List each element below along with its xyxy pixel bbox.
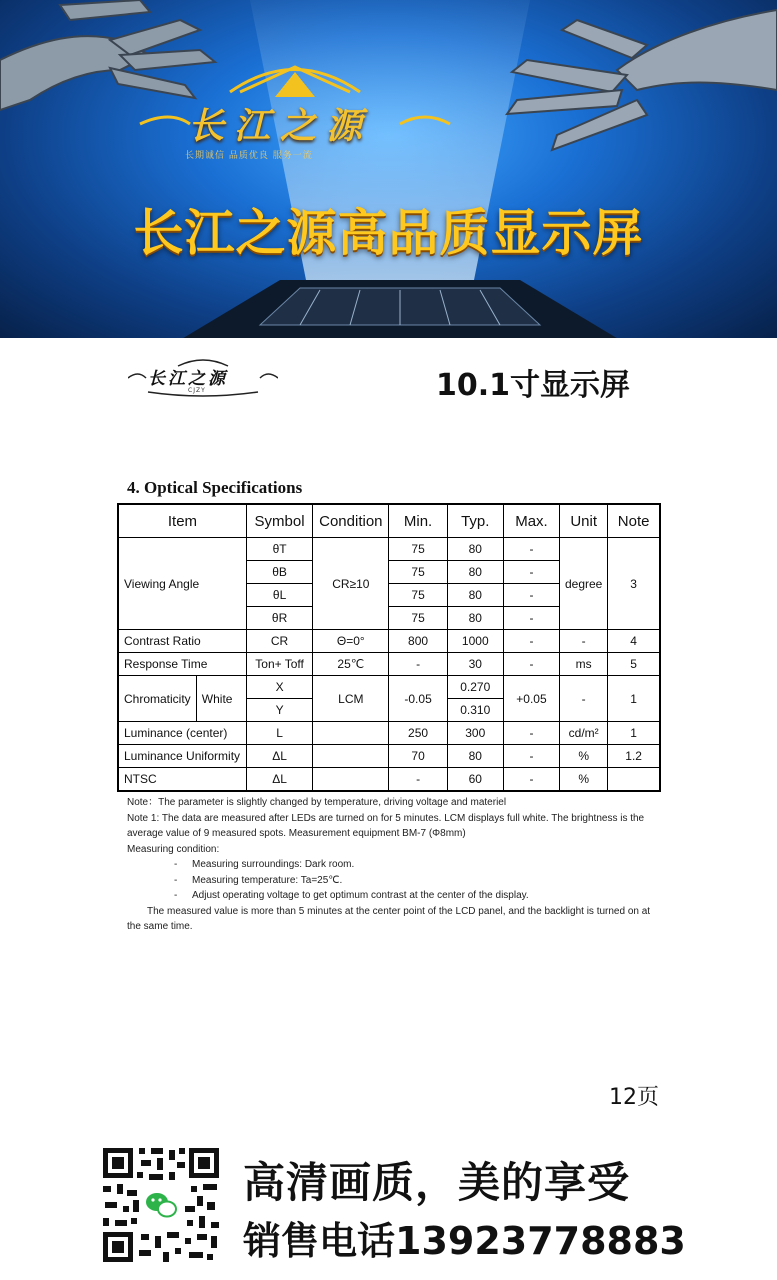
cell-typ: 80 [447,607,503,630]
cell-item: Response Time [118,653,246,676]
cell-min: 250 [389,722,447,745]
table-row [118,653,660,676]
cell-max: - [503,745,559,768]
cell-symbol: θB [246,561,312,584]
cell-symbol: Ton+ Toff [246,653,312,676]
section-title: 4. Optical Specifications [127,478,303,497]
cell-item: NTSC [118,768,246,792]
banner-headline: 长江之源高品质显示屏 [133,204,644,262]
cell-note: 1 [608,722,660,745]
cell-max: - [503,561,559,584]
company-logo-text: 长江之源 [148,369,228,389]
table-row [118,630,660,653]
cell-unit: - [560,676,608,722]
cell-min: 75 [389,561,447,584]
cell-subitem: White [196,676,246,722]
header-typ: Typ. [447,504,503,538]
header-item: Item [118,504,246,538]
document-title: 10.1寸显示屏 [436,368,631,403]
cell-max: +0.05 [503,676,559,722]
company-logo-sub: CJZY [188,387,206,394]
cell-note [608,768,660,792]
cell-item: Viewing Angle [118,538,246,630]
cell-symbol: L [246,722,312,745]
bullet-text: Adjust operating voltage to get optimum contrast at the center of the display. [192,890,529,901]
cell-typ: 80 [447,561,503,584]
cell-unit: % [560,745,608,768]
note-1: Note 1: The data are measured after LEDs are turned on for 5 minutes. LCM displays full white. The brightness is the average value of 9 measured spots. Measurement equipment BM-7 (Φ8mm) [127,812,645,839]
cell-typ: 30 [447,653,503,676]
cell-condition: Θ=0° [313,630,389,653]
cell-min: 70 [389,745,447,768]
cell-note: 3 [608,538,660,630]
cell-condition: LCM [313,676,389,722]
cell-min: 75 [389,584,447,607]
cell-max: - [503,607,559,630]
note-final: The measured value is more than 5 minutes at the center point of the LCD panel, and the backlight is turned on at the same time. [127,905,651,932]
cell-condition: 25℃ [313,653,389,676]
cell-symbol: θR [246,607,312,630]
banner-slogan: 长期诚信 品质优良 服务一流 [185,151,313,161]
cell-min: - [389,768,447,792]
cell-note: 5 [608,653,660,676]
cell-typ: 80 [447,584,503,607]
list-item [127,873,657,889]
bullet-dash: - [174,874,178,886]
cell-min: 800 [389,630,447,653]
footer-slogan: 高清画质，美的享受 [243,1158,631,1207]
cell-typ: 80 [447,538,503,561]
cell-symbol: Y [246,699,312,722]
table-row [118,676,660,699]
cell-condition [313,745,389,768]
cell-note: 1 [608,676,660,722]
cell-item: Luminance Uniformity [118,745,246,768]
cell-note: 4 [608,630,660,653]
bullet-text: Measuring temperature: Ta=25℃. [192,874,343,886]
cell-unit: cd/m² [560,722,608,745]
header-min: Min. [389,504,447,538]
cell-condition [313,722,389,745]
cell-typ: 1000 [447,630,503,653]
header-unit: Unit [560,504,608,538]
banner [0,0,777,338]
cell-typ: 0.270 [447,676,503,699]
cell-max: - [503,538,559,561]
cell-unit: - [560,630,608,653]
cell-symbol: ΔL [246,768,312,792]
cell-typ: 80 [447,745,503,768]
cell-symbol: θL [246,584,312,607]
cell-typ: 300 [447,722,503,745]
cell-unit: % [560,768,608,792]
cell-item: Chromaticity [118,676,196,722]
notes-block [127,795,657,935]
robot-hand-right-graphic [417,0,777,160]
bullet-text: Measuring surroundings: Dark room. [192,859,355,870]
cell-max: - [503,722,559,745]
list-item [127,857,657,873]
cell-unit: ms [560,653,608,676]
cell-item: Contrast Ratio [118,630,246,653]
cell-min: 75 [389,607,447,630]
cell-unit: degree [560,538,608,630]
optical-spec-table [117,503,661,792]
cell-max: - [503,653,559,676]
cell-item: Luminance (center) [118,722,246,745]
cell-typ: 60 [447,768,503,792]
list-item [127,888,657,904]
sales-phone[interactable]: 销售电话13923778883 [243,1219,686,1263]
page-number: 12页 [609,1085,659,1110]
table-row [118,538,660,561]
note-general: Note：The parameter is slightly changed by temperature, driving voltage and materiel [127,797,507,808]
qr-code-icon[interactable] [101,1146,221,1264]
table-row [118,722,660,745]
cell-min: 75 [389,538,447,561]
header-max: Max. [503,504,559,538]
cell-symbol: CR [246,630,312,653]
cell-condition: CR≥10 [313,538,389,630]
header-note: Note [608,504,660,538]
banner-logo-text: 长江之源 [188,105,373,147]
bullet-dash: - [174,890,178,901]
cell-symbol: ΔL [246,745,312,768]
header-condition: Condition [313,504,389,538]
table-header-row [118,504,660,538]
cell-symbol: X [246,676,312,699]
cell-max: - [503,584,559,607]
display-chip-graphic [120,270,660,338]
cell-min: -0.05 [389,676,447,722]
cell-min: - [389,653,447,676]
header-symbol: Symbol [246,504,312,538]
table-row [118,768,660,792]
table-row [118,745,660,768]
cell-max: - [503,768,559,792]
cell-condition [313,768,389,792]
bullet-dash: - [174,859,178,870]
measuring-condition-label: Measuring condition: [127,843,220,855]
cell-max: - [503,630,559,653]
cell-symbol: θT [246,538,312,561]
cell-typ: 0.310 [447,699,503,722]
cell-note: 1.2 [608,745,660,768]
